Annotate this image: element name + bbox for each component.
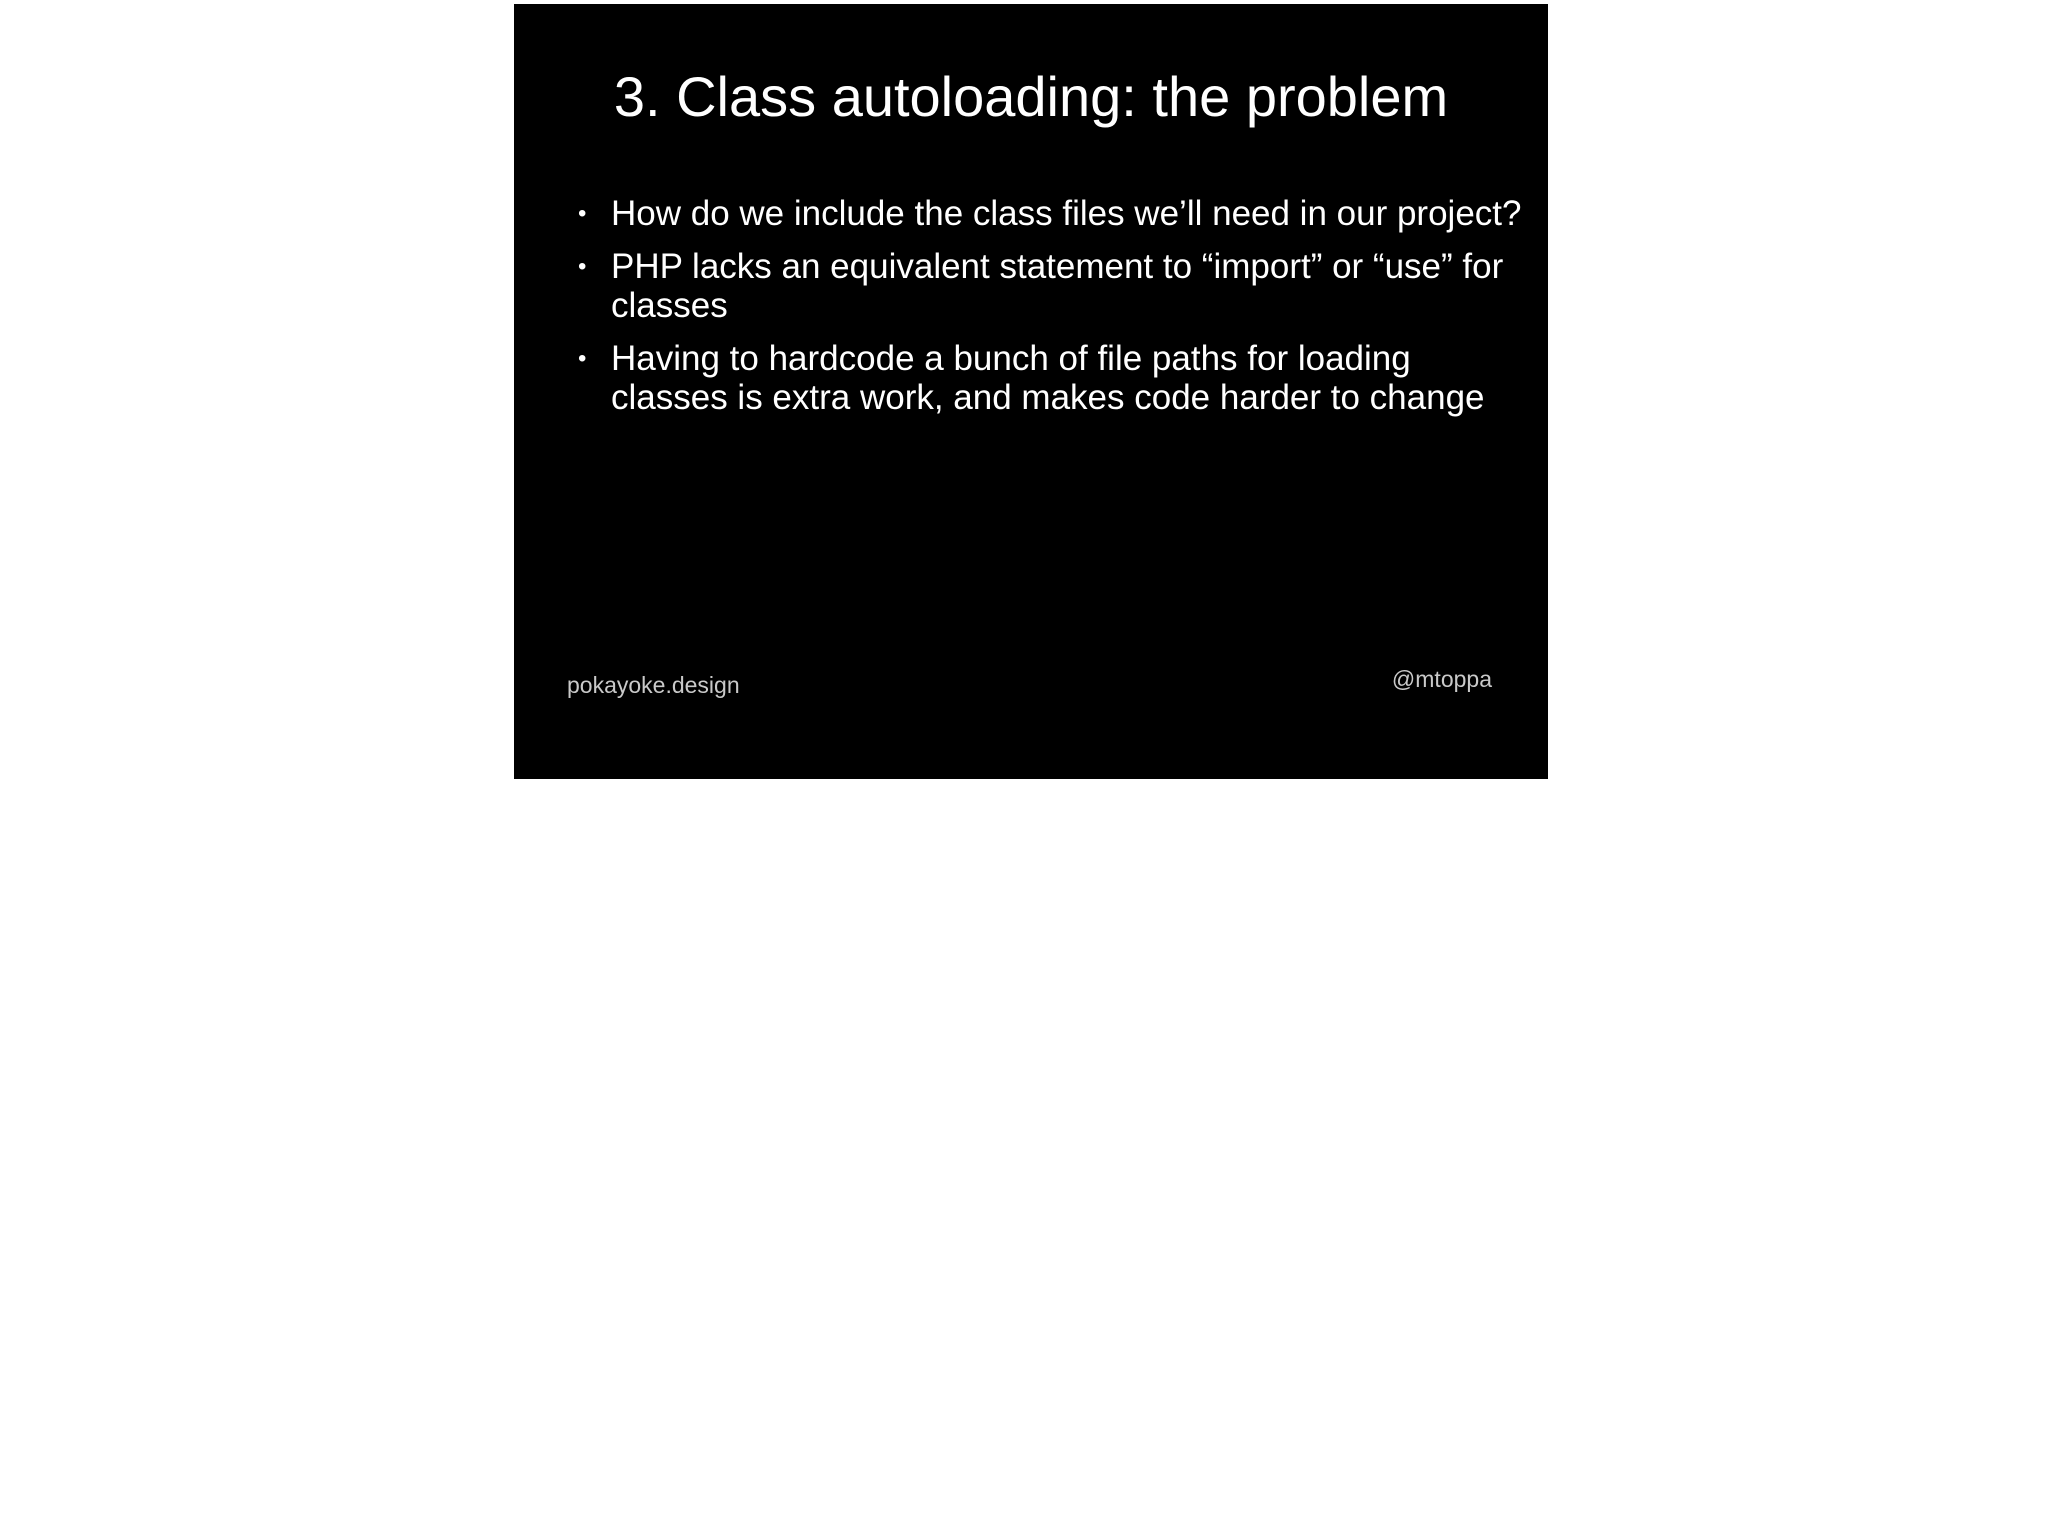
bullet-text: PHP lacks an equivalent statement to “import” or “use” for classes: [611, 247, 1504, 325]
bullet-icon: •: [578, 345, 587, 372]
bullet-text: How do we include the class files we’ll need in our project?: [611, 194, 1522, 233]
bullet-item: [578, 339, 1528, 417]
slide-title: 3. Class autoloading: the problem: [613, 65, 1449, 128]
bullet-item: [578, 247, 1528, 325]
bullet-item: [578, 194, 1528, 233]
slide: [514, 4, 1548, 779]
bullet-icon: •: [578, 253, 587, 280]
bullet-list: [578, 194, 1528, 431]
bullet-icon: •: [578, 200, 587, 227]
footer-website: pokayoke.design: [567, 672, 740, 698]
footer-handle: @mtoppa: [1391, 666, 1492, 692]
bullet-text: Having to hardcode a bunch of file paths for loading classes is extra work, and makes code harder to change: [611, 339, 1485, 417]
